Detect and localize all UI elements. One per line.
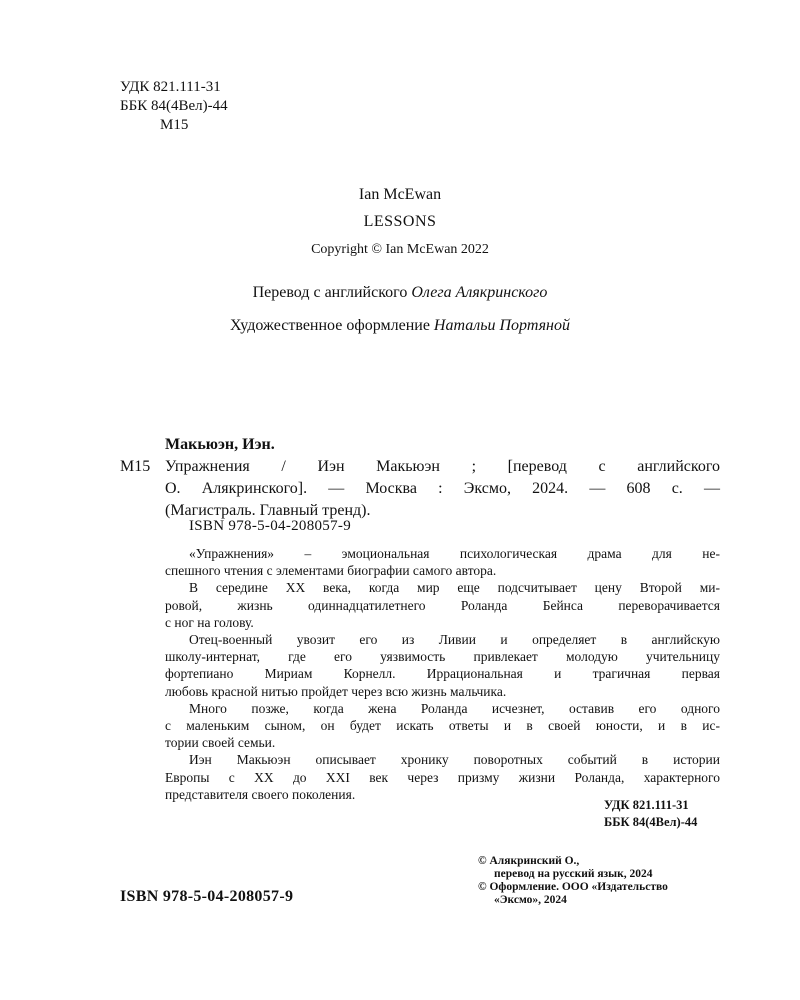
biblio-line: (Магистраль. Главный тренд). [165,502,371,519]
translator-name: Олега Алякринского [411,284,548,301]
design-credit [0,317,800,335]
annotation-line: представителя своего поколения. [165,786,356,802]
annotation-line: «Упражнения» – эмоциональная психологическая драма для не- [189,546,720,561]
annotation-line: Отец-военный увозит его из Ливии и определяет в английскую [189,632,720,648]
biblio-line: О. Алякринского]. — Москва : Эксмо, 2024. — 608 с. — [165,480,720,497]
annotation-line: с ног на голову. [165,614,254,630]
annotation-line: спешного чтения с элементами биографии самого автора. [165,563,497,579]
original-title: LESSONS [363,213,437,230]
translation-credit [0,284,800,302]
design-prefix: Художественное оформление [230,317,434,334]
annotation-line: с маленьким сыном, он будет искать ответы и в своей юности, и в ис- [165,718,720,734]
biblio-line: Упражнения / Иэн Макьюэн ; [перевод с английского [165,458,720,475]
annotation-line: ровой, жизнь одиннадцатилетнего Роланда Бейнса переворачивается [165,597,720,613]
annotation-line: фортепиано Мириам Корнелл. Иррациональная и трагичная первая [165,666,720,682]
annotation-line: любовь красной нитью пройдет через всю жизнь мальчика. [165,683,507,699]
udk-code: УДК 821.111-31 [120,79,221,95]
designer-name: Натальи Портяной [433,317,570,334]
copyright-notice: © Оформление. ООО «Издательство [478,881,668,893]
udk-code-bottom: УДК 821.111-31 [604,798,689,812]
annotation-line: Европы с XX до XXI век через призму жизни Роланда, характерного [165,769,720,785]
bbk-code: ББК 84(4Вел)-44 [120,98,228,114]
translation-prefix: Перевод с английского [252,284,412,301]
annotation-line: тории своей семьи. [165,735,276,751]
copyright-notice: © Алякринский О., [478,855,580,867]
bbk-code-bottom: ББК 84(4Вел)-44 [604,815,698,829]
biblio-author-mark: М15 [120,458,151,475]
copyright-notices [478,855,668,907]
copyright-notice: перевод на русский язык, 2024 [494,868,653,880]
bibliographic-record [165,434,720,522]
biblio-heading: Макьюэн, Иэн. [165,436,275,453]
copyright-notice: «Эксмо», 2024 [494,894,567,906]
annotation-line: школу-интернат, где его уязвимость привлекает молодую учительницу [165,649,720,665]
annotation-line: В середине XX века, когда мир еще подсчитывает цену Второй ми- [189,580,720,596]
annotation-line: Иэн Макьюэн описывает хронику поворотных событий в истории [189,752,720,768]
author-mark: М15 [160,117,189,133]
footer-isbn: ISBN 978-5-04-208057-9 [120,888,294,905]
original-author: Ian McEwan [358,186,442,203]
annotation-line: Много позже, когда жена Роланда исчезнет, оставив его одного [189,700,720,716]
classification-bottom [604,797,697,831]
classification-codes [120,78,228,135]
copyright-line: Copyright © Ian McEwan 2022 [311,242,489,257]
annotation [165,545,720,803]
biblio-isbn: ISBN 978-5-04-208057-9 [189,518,352,534]
